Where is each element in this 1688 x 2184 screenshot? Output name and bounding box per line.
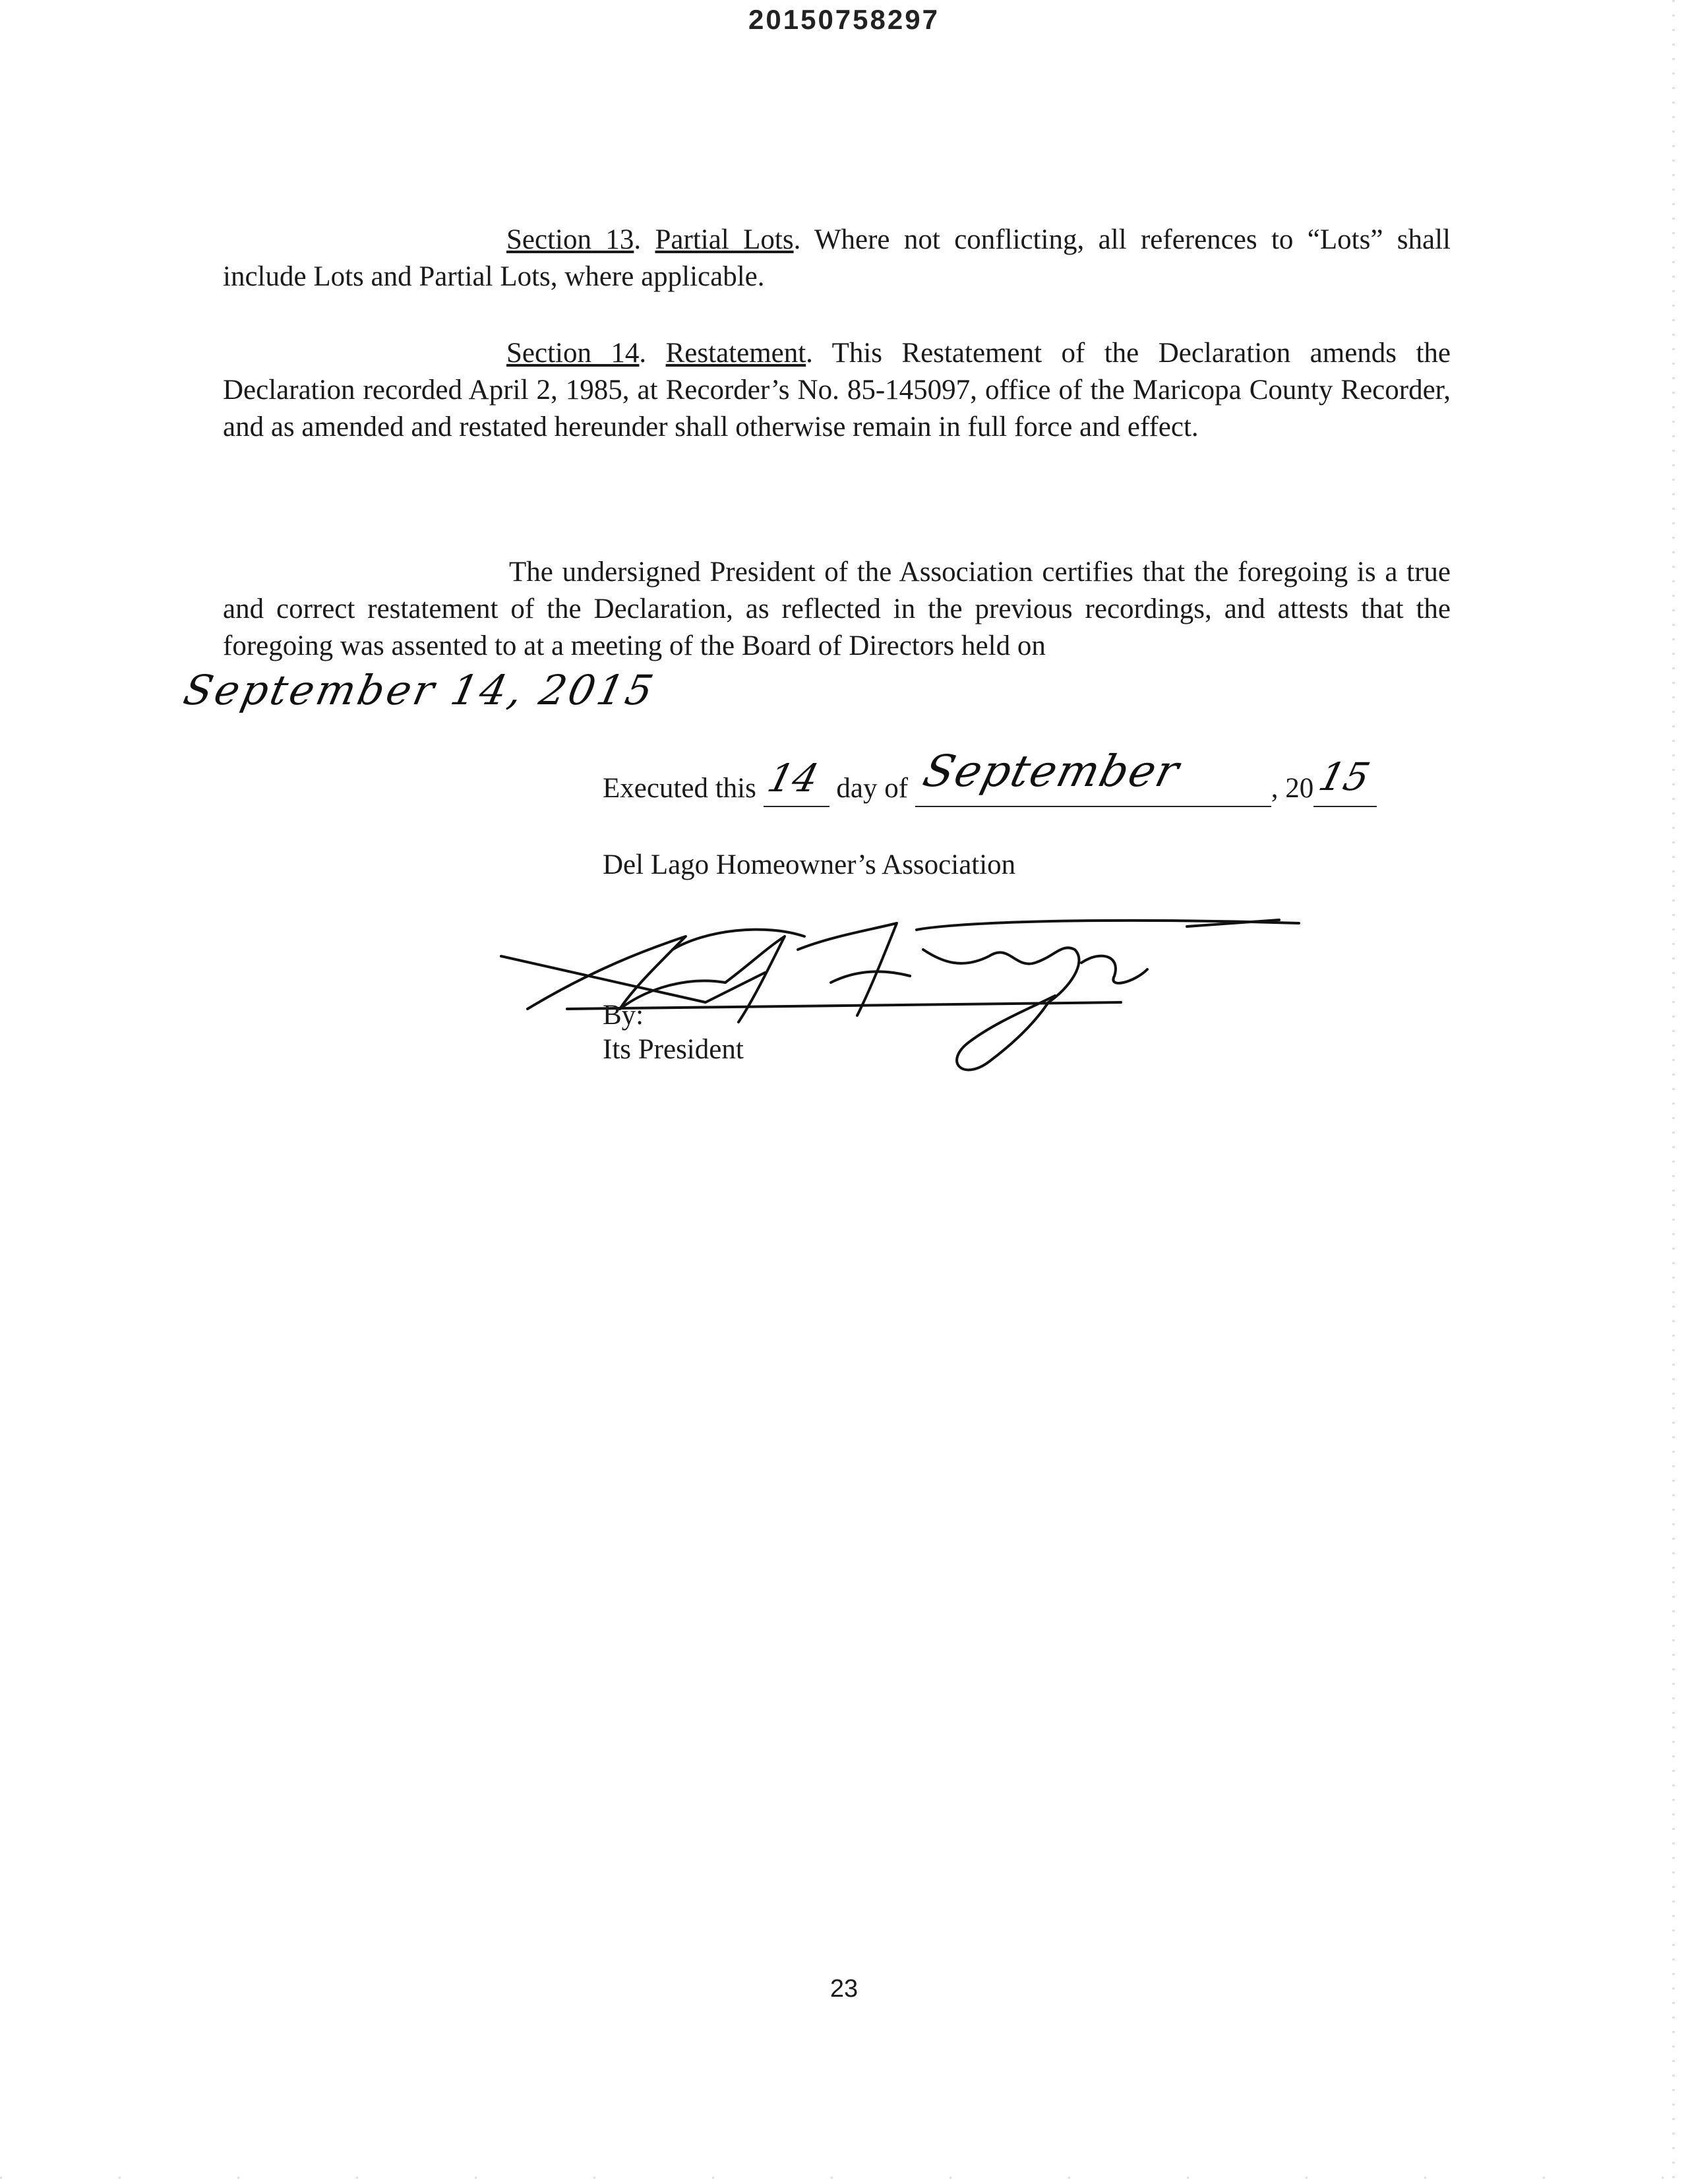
day-of-label: day of xyxy=(836,773,909,804)
handwritten-day: 14 xyxy=(763,756,823,801)
recording-number: 20150758297 xyxy=(748,4,940,35)
by-label: By: xyxy=(603,1000,644,1031)
month-fill-line xyxy=(915,746,1271,807)
day-fill-line xyxy=(763,756,829,807)
scan-bottom-marks xyxy=(0,2177,1688,2179)
section-14-title: Restatement xyxy=(665,338,806,369)
section-14-number: Section 14 xyxy=(506,338,640,369)
association-name: Del Lago Homeowner’s Association xyxy=(603,849,1016,880)
section-13-text: Where not conflicting, all references to “Lots” shall include Lots and Partial Lots, where applicable. xyxy=(223,224,1451,292)
signer-title: Its President xyxy=(603,1034,744,1065)
section-14-text: This Restatement of the Declaration amends the Declaration recorded April 2, 1985, at Recorder’s No. 85-145097, office of the Maricopa County Recorder, and as amended and restated hereunder shall otherwise remain in full force and effect. xyxy=(223,338,1451,442)
certification-text: The undersigned President of the Association certifies that the foregoing is a true and correct restatement of the Declaration, as reflected in the previous recordings, and attests that the foregoing was assented to at a meeting of the Board of Directors held on xyxy=(223,557,1451,661)
year-prefix: , 20 xyxy=(1271,773,1314,804)
section-13-title: Partial Lots xyxy=(655,224,794,255)
year-fill-line xyxy=(1313,754,1377,807)
page-number: 23 xyxy=(829,1975,859,2003)
certification-paragraph xyxy=(223,554,1451,665)
section-13-paragraph: Section 13. Partial Lots. Where not conflicting, all references to “Lots” shall include Lots and Partial Lots, where applicable. xyxy=(223,224,1451,292)
handwritten-meeting-date: September 14, 2015 xyxy=(179,666,660,714)
handwritten-month: September xyxy=(918,746,1186,797)
scan-edge-marks xyxy=(1672,0,1675,2184)
section-14-paragraph: Section 14. Restatement. This Restatement of the Declaration amends the Declaration recorded April 2, 1985, at Recorder’s No. 85-145097, office of the Maricopa County Recorder, and as amended and restated hereunder shall otherwise remain in full force and effect. xyxy=(223,338,1451,442)
section-13-number: Section 13 xyxy=(506,224,634,255)
executed-line xyxy=(603,746,1377,807)
executed-this-label: Executed this xyxy=(603,773,756,804)
handwritten-year: 15 xyxy=(1314,754,1375,799)
